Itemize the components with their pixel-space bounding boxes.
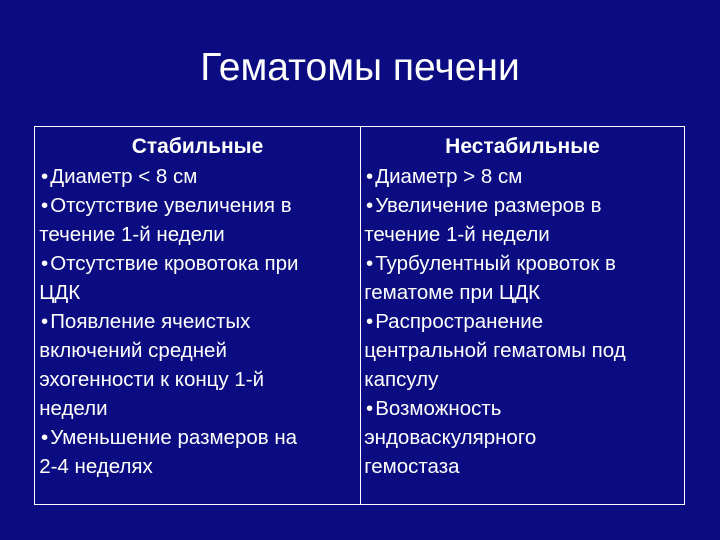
list-item-line: гемостаза bbox=[364, 455, 460, 478]
bullet-icon: • bbox=[41, 426, 49, 449]
bullet-icon: • bbox=[41, 252, 49, 275]
bullet-icon: • bbox=[41, 194, 49, 217]
list-item-text bbox=[364, 249, 684, 307]
list-item-line: капсулу bbox=[364, 368, 439, 391]
list-item-line: гематоме при ЦДК bbox=[364, 281, 541, 304]
list-item bbox=[41, 423, 360, 481]
list-item-line: Увеличение размеров в bbox=[375, 194, 602, 217]
list-item-text bbox=[39, 191, 360, 249]
list-item-line: Появление ячеистых bbox=[50, 310, 251, 333]
list-item-text bbox=[364, 394, 684, 481]
bullet-icon: • bbox=[366, 165, 374, 188]
column-header-stable: Стабильные bbox=[131, 135, 264, 158]
list-item-line: течение 1-й недели bbox=[39, 223, 225, 246]
list-item bbox=[366, 249, 684, 307]
bullet-icon: • bbox=[41, 165, 49, 188]
list-item bbox=[41, 162, 360, 191]
list-item bbox=[366, 307, 684, 394]
list-item-line: Распространение bbox=[375, 310, 544, 333]
column-header-unstable: Нестабильные bbox=[445, 135, 600, 158]
list-item-line: течение 1-й недели bbox=[364, 223, 550, 246]
list-item-line: ЦДК bbox=[39, 281, 81, 304]
column-stable bbox=[35, 127, 361, 504]
list-item-line: включений средней bbox=[39, 339, 227, 362]
list-item bbox=[366, 394, 684, 481]
list-item-line: 2-4 неделях bbox=[39, 455, 153, 478]
list-item-line: Возможность bbox=[375, 397, 502, 420]
list-item-text bbox=[375, 162, 684, 191]
list-item-text bbox=[39, 307, 360, 423]
list-item bbox=[366, 162, 684, 191]
unstable-criteria-list bbox=[366, 162, 684, 481]
list-item-line: эхогенности к концу 1-й bbox=[39, 368, 265, 391]
list-item-line: эндоваскулярного bbox=[364, 426, 537, 449]
list-item-text bbox=[364, 307, 684, 394]
slide-title: Гематомы печени bbox=[200, 46, 520, 89]
list-item-text bbox=[39, 423, 360, 481]
list-item bbox=[366, 191, 684, 249]
stable-criteria-list bbox=[41, 162, 360, 481]
bullet-icon: • bbox=[41, 310, 49, 333]
list-item-line: Отсутствие кровотока при bbox=[50, 252, 299, 275]
list-item-text bbox=[364, 191, 684, 249]
list-item-line: Диаметр < 8 см bbox=[50, 165, 198, 188]
list-item-line: недели bbox=[39, 397, 108, 420]
list-item-line: Турбулентный кровоток в bbox=[375, 252, 616, 275]
comparison-table bbox=[34, 126, 685, 505]
list-item-line: центральной гематомы под bbox=[364, 339, 626, 362]
list-item-text bbox=[50, 162, 360, 191]
list-item bbox=[41, 249, 360, 307]
list-item-line: Отсутствие увеличения в bbox=[50, 194, 292, 217]
list-item-line: Уменьшение размеров на bbox=[50, 426, 298, 449]
list-item-line: Диаметр > 8 см bbox=[375, 165, 523, 188]
bullet-icon: • bbox=[366, 397, 374, 420]
column-unstable bbox=[361, 127, 684, 504]
bullet-icon: • bbox=[366, 310, 374, 333]
list-item-text bbox=[39, 249, 360, 307]
list-item bbox=[41, 191, 360, 249]
bullet-icon: • bbox=[366, 194, 374, 217]
bullet-icon: • bbox=[366, 252, 374, 275]
list-item bbox=[41, 307, 360, 423]
